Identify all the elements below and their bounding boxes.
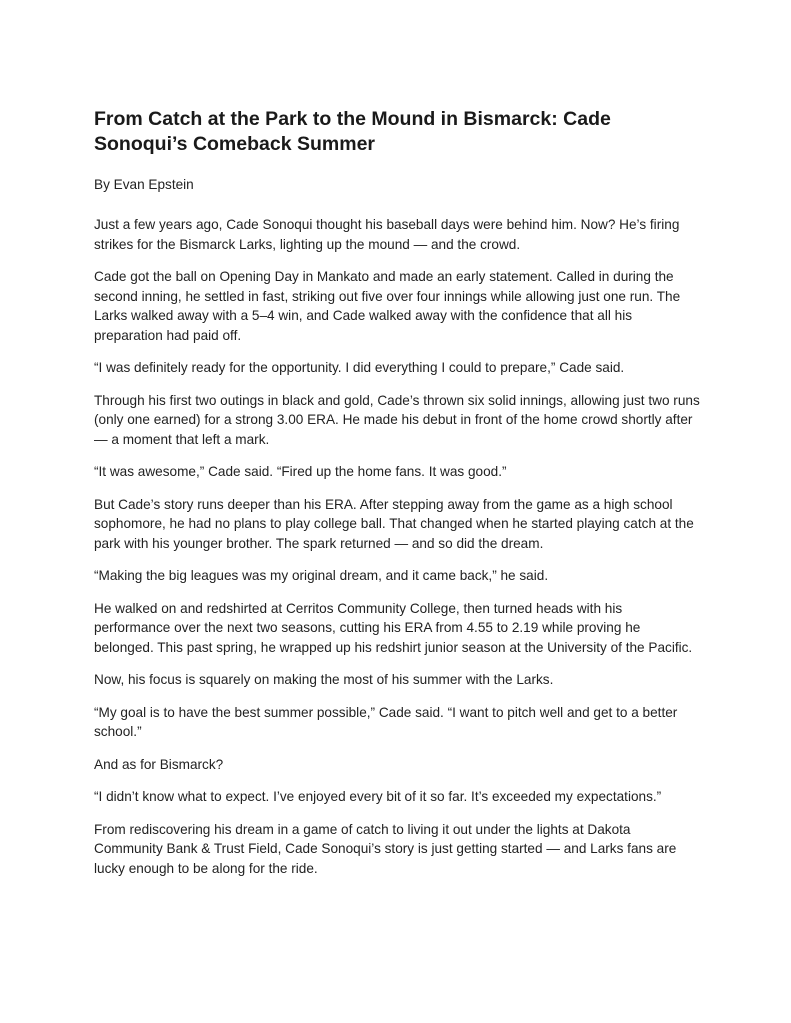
- article: [94, 107, 702, 891]
- article-paragraph: “I was definitely ready for the opportunity. I did everything I could to prepare,” Cade said.: [94, 360, 625, 375]
- article-paragraph: “I didn’t know what to expect. I’ve enjoyed every bit of it so far. It’s exceeded my expectations.”: [94, 789, 662, 804]
- article-paragraph: From rediscovering his dream in a game of catch to living it out under the lights at Dakota Community Bank & Trust Field, Cade Sonoqui’s story is just getting started — and Larks fans are lucky enough to be along for the ride.: [94, 821, 677, 876]
- article-paragraph: Through his first two outings in black and gold, Cade’s thrown six solid innings, allowing just two runs (only one earned) for a strong 3.00 ERA. He made his debut in front of the home crowd shortly after — a moment that left a mark.: [94, 392, 700, 447]
- article-paragraph: “My goal is to have the best summer possible,” Cade said. “I want to pitch well and get to a better school.”: [94, 704, 678, 739]
- article-paragraph: “It was awesome,” Cade said. “Fired up the home fans. It was good.”: [94, 464, 507, 479]
- article-paragraph: But Cade’s story runs deeper than his ERA. After stepping away from the game as a high school sophomore, he had no plans to play college ball. That changed when he started playing catch at the park with his younger brother. The spark returned — and so did the dream.: [94, 496, 694, 551]
- article-paragraph: “Making the big leagues was my original dream, and it came back,” he said.: [94, 568, 549, 583]
- article-paragraph: And as for Bismarck?: [94, 756, 224, 772]
- article-paragraph: Just a few years ago, Cade Sonoqui thought his baseball days were behind him. Now? He’s firing strikes for the Bismarck Larks, lighting up the mound — and the crowd.: [94, 217, 680, 252]
- article-paragraph: Now, his focus is squarely on making the most of his summer with the Larks.: [94, 672, 554, 687]
- article-byline: By Evan Epstein: [94, 177, 194, 192]
- article-title: From Catch at the Park to the Mound in Bismarck: Cade Sonoqui’s Comeback Summer: [94, 108, 611, 155]
- article-paragraph: Cade got the ball on Opening Day in Mankato and made an early statement. Called in during the second inning, he settled in fast, striking out five over four innings while allowing just one run. The Larks walked away with a 5–4 win, and Cade walked away with the confidence that all his preparation had paid off.: [94, 269, 681, 343]
- article-paragraph: He walked on and redshirted at Cerritos Community College, then turned heads with his performance over the next two seasons, cutting his ERA from 4.55 to 2.19 while proving he belonged. This past spring, he wrapped up his redshirt junior season at the University of the Pacific.: [94, 600, 693, 655]
